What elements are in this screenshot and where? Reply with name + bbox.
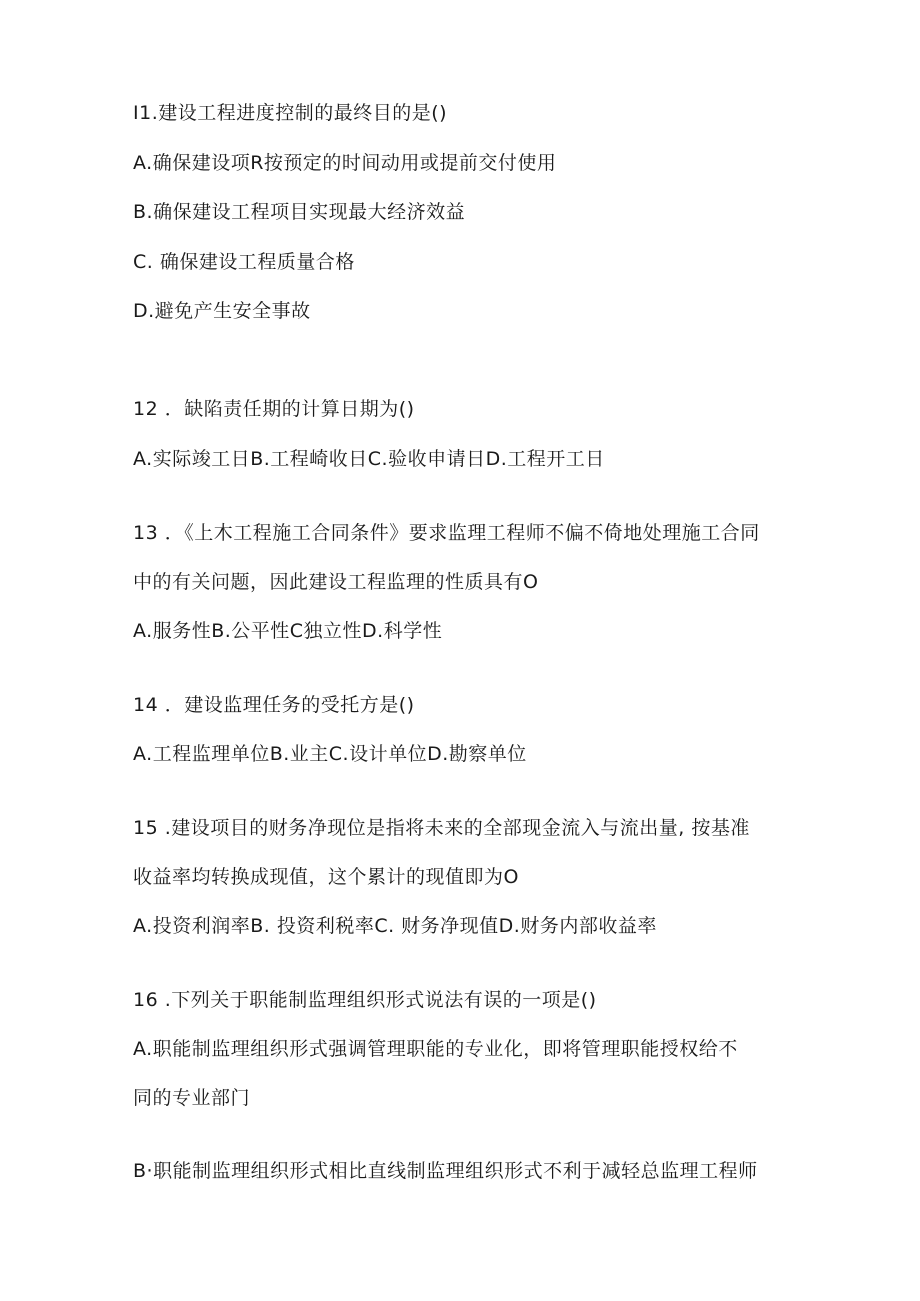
question-11-stem: I1.建设工程进度控制的最终目的是() <box>133 102 448 124</box>
question-11-option-d: D.避免产生安全事故 <box>133 300 311 322</box>
question-13-stem: 13 ．《上木工程施工合同条件》要求监理工程师不偏不倚地处理施工合同 <box>133 522 760 544</box>
question-15-stem: 15 .建设项目的财务净现位是指将未来的全部现金流入与流出量, 按基准 <box>133 817 750 839</box>
question-14-options: A.工程监理单位B.业主C.设计单位D.勘察单位 <box>133 743 527 765</box>
question-15-options: A.投资利润率B. 投资利税率C. 财务净现值D.财务内部收益率 <box>133 915 657 937</box>
question-16-option-b: B·职能制监理组织形式相比直线制监理组织形式不利于减轻总监理工程师 <box>133 1160 758 1182</box>
question-16-stem: 16 .下列关于职能制监理组织形式说法有误的一项是() <box>133 989 597 1011</box>
question-13-options: A.服务性B.公平性C独立性D.科学性 <box>133 620 443 642</box>
question-16-option-a-continued: 同的专业部门 <box>133 1087 251 1109</box>
question-11-option-c: C. 确保建设工程质量合格 <box>133 251 355 273</box>
question-13-stem-continued: 中的有关问题，因此建设工程监理的性质具有O <box>133 571 539 593</box>
question-12-options: A.实际竣工日B.工程崎收日C.验收申请日D.工程开工日 <box>133 448 605 470</box>
question-16-option-a: A.职能制监理组织形式强调管理职能的专业化，即将管理职能授权给不 <box>133 1038 738 1060</box>
question-14-stem: 14 ．建设监理任务的受托方是() <box>133 694 415 716</box>
question-15-stem-continued: 收益率均转换成现值，这个累计的现值即为O <box>133 866 519 888</box>
question-11-option-a: A.确保建设项R按预定的时间动用或提前交付使用 <box>133 152 557 174</box>
question-12-stem: 12 ．缺陷责任期的计算日期为() <box>133 398 415 420</box>
question-11-option-b: B.确保建设工程项目实现最大经济效益 <box>133 201 466 223</box>
